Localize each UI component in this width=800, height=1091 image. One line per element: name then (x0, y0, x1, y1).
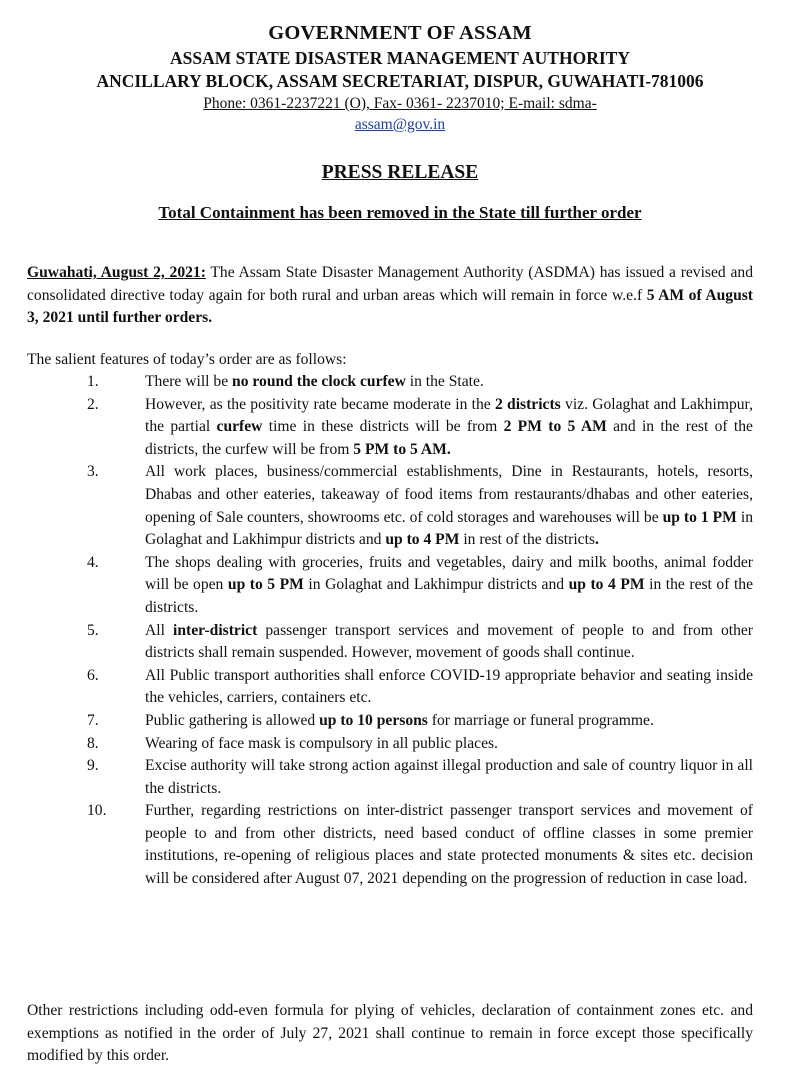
item-text-bold: . (595, 531, 599, 549)
closing-paragraph: Other restrictions including odd-even formula for plying of vehicles, declaration of containment zones etc. and exemptions as notified in the order of July 27, 2021 shall continue to remain in force except those specifically modified by this order. (27, 1002, 753, 1065)
list-item (0, 665, 800, 710)
intro-effective-date: 5 AM of August 3, 2021 until further orders. (27, 286, 753, 327)
item-text-part: time in these districts will be from (262, 418, 504, 436)
item-text-part: for marriage or funeral programme. (427, 711, 654, 729)
authority-address: ANCILLARY BLOCK, ASSAM SECRETARIAT, DISPUR, GUWAHATI-781006 (96, 71, 704, 91)
item-number: 4. (87, 553, 99, 571)
item-text-bold: inter-district (173, 621, 258, 639)
item-text-bold: curfew (216, 418, 263, 436)
intro-text: The Assam State Disaster Management Authority (ASDMA) has issued a revised and consolidated directive today again for both rural and urban areas which will remain in force w.e.f (27, 264, 753, 304)
contact-line[interactable]: Phone: 0361-2237221 (O), Fax- 0361- 2237010; E-mail: sdma- (203, 95, 597, 112)
item-text-part: in rest of the districts (459, 531, 595, 549)
item-text (145, 710, 753, 733)
item-text-bold: 2 districts (494, 395, 561, 413)
item-text (145, 620, 753, 665)
item-text-bold: 2 PM to 5 AM (503, 418, 607, 436)
item-number: 9. (87, 757, 99, 775)
salient-intro: The salient features of today’s order are as follows: (27, 351, 347, 368)
item-text (145, 371, 753, 394)
item-text-part: However, as the positivity rate became moderate in the (145, 395, 495, 413)
list-item (0, 800, 800, 890)
item-text-part: in Golaghat and Lakhimpur districts and (303, 576, 569, 594)
item-number: 7. (87, 711, 99, 729)
list-item (0, 552, 800, 620)
item-text-part: Public gathering is allowed (145, 711, 320, 729)
item-text (145, 800, 753, 890)
item-text-bold: up to 5 PM (227, 576, 304, 594)
item-number: 1. (87, 373, 99, 390)
government-title: GOVERNMENT OF ASSAM (268, 22, 532, 44)
item-text-bold: up to 4 PM (385, 531, 460, 549)
item-number: 10. (87, 802, 107, 820)
item-number: 5. (87, 621, 99, 639)
item-text-part: All Public transport authorities shall enforce COVID-19 appropriate behavior and seating inside the vehicles, carriers, containers etc. (145, 666, 753, 707)
list-item (0, 620, 800, 665)
item-text-part: in Golaghat and Lakhimpur districts and (145, 508, 753, 549)
item-text-part: in the rest of the districts. (145, 576, 753, 616)
item-text-bold: up to 10 persons (319, 711, 428, 729)
item-text (145, 733, 753, 756)
email-link[interactable]: assam@gov.in (354, 116, 446, 133)
item-text-part: passenger transport services and movement of people to and from other districts shall remain suspended. However, movement of goods shall continue. (145, 621, 753, 662)
intro-paragraph (27, 262, 753, 330)
item-text (145, 461, 753, 551)
list-item (0, 461, 800, 551)
item-text-part: All (145, 621, 173, 639)
item-text-bold: 5 PM to 5 AM. (353, 440, 451, 458)
item-text-part: There will be (145, 373, 233, 390)
item-text-part: in the State. (405, 373, 484, 390)
item-number: 8. (87, 734, 99, 752)
press-release-heading: PRESS RELEASE (321, 162, 479, 183)
list-item (0, 371, 800, 394)
dateline: Guwahati, August 2, 2021: (27, 264, 206, 281)
item-text-bold: up to 1 PM (662, 508, 737, 526)
item-text-part: All work places, business/commercial establishments, Dine in Restaurants, hotels, resorts, Dhabas and other eateries, takeaway of food items from restaurants/dhabas and other eateries, opening of Sale counters, showrooms etc. of cold storages and warehouses will be (145, 463, 753, 526)
item-number: 6. (87, 666, 99, 684)
item-text-part: Wearing of face mask is compulsory in all public places. (145, 734, 498, 752)
item-text (145, 755, 753, 800)
list-item (0, 755, 800, 800)
item-text-bold: no round the clock curfew (232, 373, 406, 390)
item-text (145, 665, 753, 710)
order-items-list (0, 371, 800, 891)
item-text (145, 552, 753, 620)
item-text-part: Excise authority will take strong action against illegal production and sale of country liquor in all the districts. (145, 757, 753, 797)
item-text (145, 394, 753, 462)
item-number: 3. (87, 463, 99, 481)
subject-heading: Total Containment has been removed in the State till further order (158, 203, 642, 222)
item-number: 2. (87, 395, 99, 413)
list-item (0, 733, 800, 756)
item-text-bold: up to 4 PM (568, 576, 645, 594)
item-text-part: and in the rest of the districts, the curfew will be from (145, 418, 753, 458)
item-text-part: viz. Golaghat and Lakhimpur, the partial (145, 395, 754, 436)
authority-name: ASSAM STATE DISASTER MANAGEMENT AUTHORITY (170, 48, 630, 68)
item-text-part: Further, regarding restrictions on inter-district passenger transport services and movement of people to and from other districts, need based conduct of offline classes in some premier institutions, re-opening of religious places and state protected monuments & sites etc. decision will be considered after August 07, 2021 depending on the progression of reduction in case load. (145, 802, 753, 888)
item-text-part: The shops dealing with groceries, fruits and vegetables, dairy and milk booths, animal fodder will be open (145, 553, 753, 594)
list-item (0, 710, 800, 733)
list-item (0, 394, 800, 462)
